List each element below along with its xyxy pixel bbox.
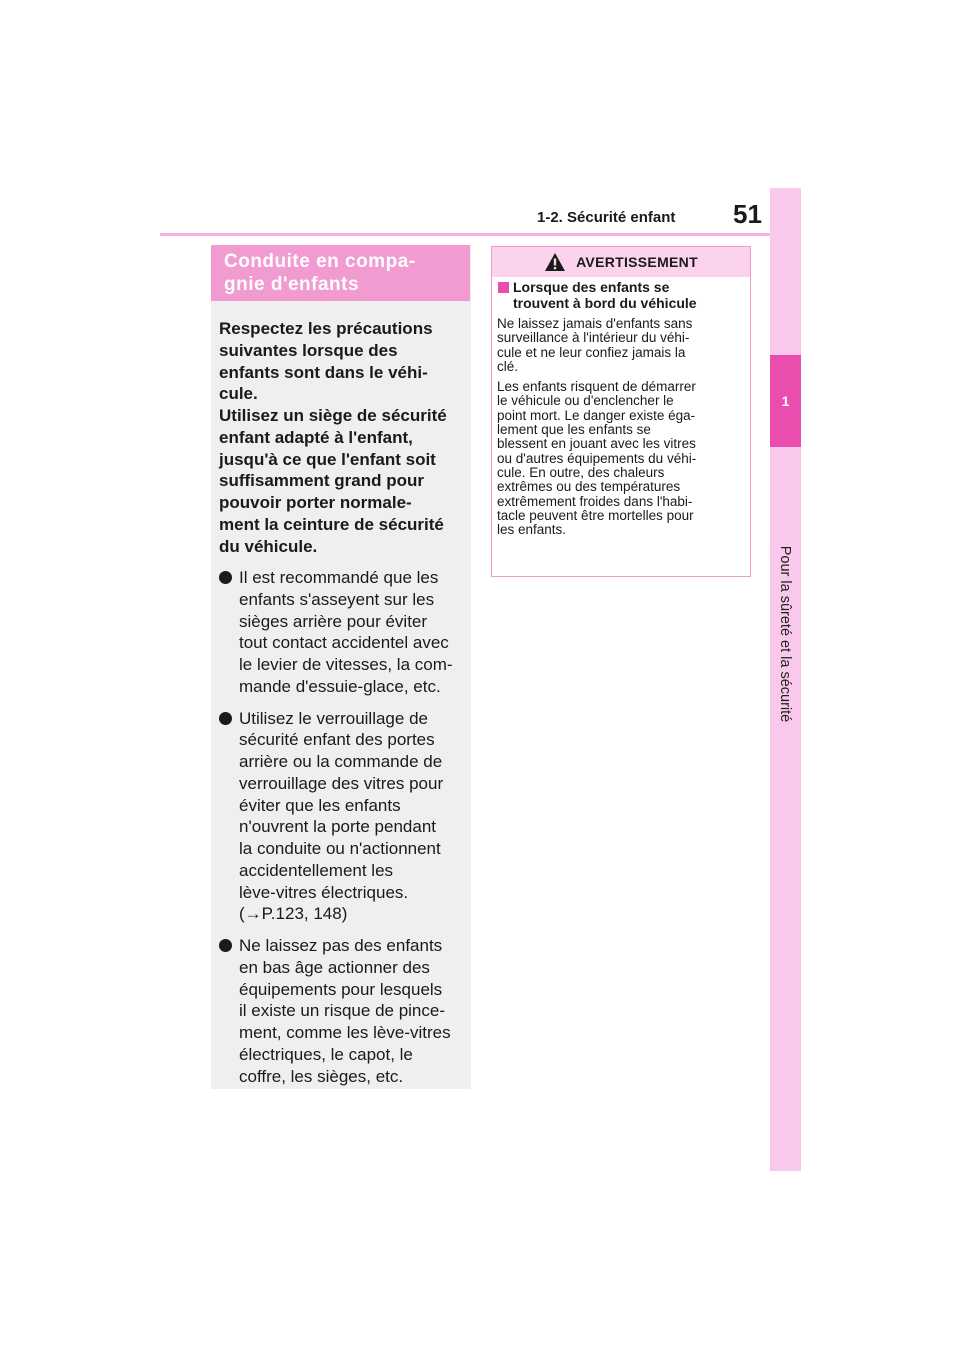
section-title: 1-2. Sécurité enfant [537, 209, 676, 226]
intro-line: suffisamment grand pour [219, 471, 424, 491]
warning-paragraph: Ne laissez jamais d'enfants sans surveillance à l'intérieur du véhi- cule et ne leur confiez jamais la clé. [497, 316, 693, 374]
section-heading-line: Conduite en compa- [224, 251, 416, 272]
warning-header [492, 247, 750, 277]
list-item: Utilisez le verrouillage de sécurité enfant des portes arrière ou la commande de verrouillage des vitres pour éviter que les enfants n'ouvrent la porte pendant la conduite ou n'actionnent accidentellement les lève-vitres électriques. (→P.123, 148) [219, 708, 471, 926]
warning-body [492, 277, 750, 537]
section-heading [211, 245, 470, 301]
section-heading-line: gnie d'enfants [224, 274, 360, 295]
list-item: Ne laissez pas des enfants en bas âge actionner des équipements pour lesquels il existe un risque de pince- ment, comme les lève-vitres électriques, le capot, le coffre, les sièges, etc. [219, 935, 471, 1087]
intro-text [219, 318, 471, 557]
intro-line: Utilisez un siège de sécurité [219, 406, 447, 425]
intro-line: cule. [219, 384, 258, 404]
warning-box [491, 246, 751, 577]
page-number: 51 [733, 199, 762, 229]
intro-line: jusqu'à ce que l'enfant soit [219, 449, 436, 469]
warning-subheading: Lorsque des enfants se trouvent à bord du véhicule [497, 280, 741, 311]
intro-line: enfant adapté à l'enfant, [219, 427, 413, 447]
intro-line: pouvoir porter normale- [219, 493, 412, 512]
list-item: Il est recommandé que les enfants s'asseyent sur les sièges arrière pour éviter tout contact accidentel avec le levier de vitesses, la com- mande d'essuie-glace, etc. [219, 567, 471, 698]
intro-line: du véhicule. [219, 536, 318, 556]
warning-title: AVERTISSEMENT [576, 254, 698, 270]
intro-line: enfants sont dans le véhi- [219, 362, 428, 382]
bullet-icon [219, 571, 232, 584]
chapter-title: Pour la sûreté et la sécurité [777, 545, 793, 723]
warning-triangle-icon [544, 252, 566, 272]
square-bullet-icon [498, 282, 509, 293]
chapter-number-tab: 1 [770, 355, 801, 447]
warning-paragraph: Les enfants risquent de démarrer le véhicule ou d'enclencher le point mort. Le danger existe éga- lement que les enfants se blessent en jouant avec les vitres ou d'autres équipements du véhi- cule. En outre, des chaleurs extrêmes ou des températures extrêmement froides dans l'habi- tacle peuvent être mortelles pour les enfants. [497, 379, 697, 538]
intro-line: ment la ceinture de sécurité [219, 514, 444, 534]
intro-line: suivantes lorsque des [219, 340, 398, 360]
page-reference: (→P.123, 148) [239, 904, 348, 924]
child-driving-panel [211, 245, 471, 1089]
bullet-icon [219, 939, 232, 952]
intro-line: Respectez les précautions [219, 319, 433, 338]
precaution-list [219, 567, 471, 1097]
bullet-icon [219, 712, 232, 725]
header-divider [160, 233, 770, 236]
